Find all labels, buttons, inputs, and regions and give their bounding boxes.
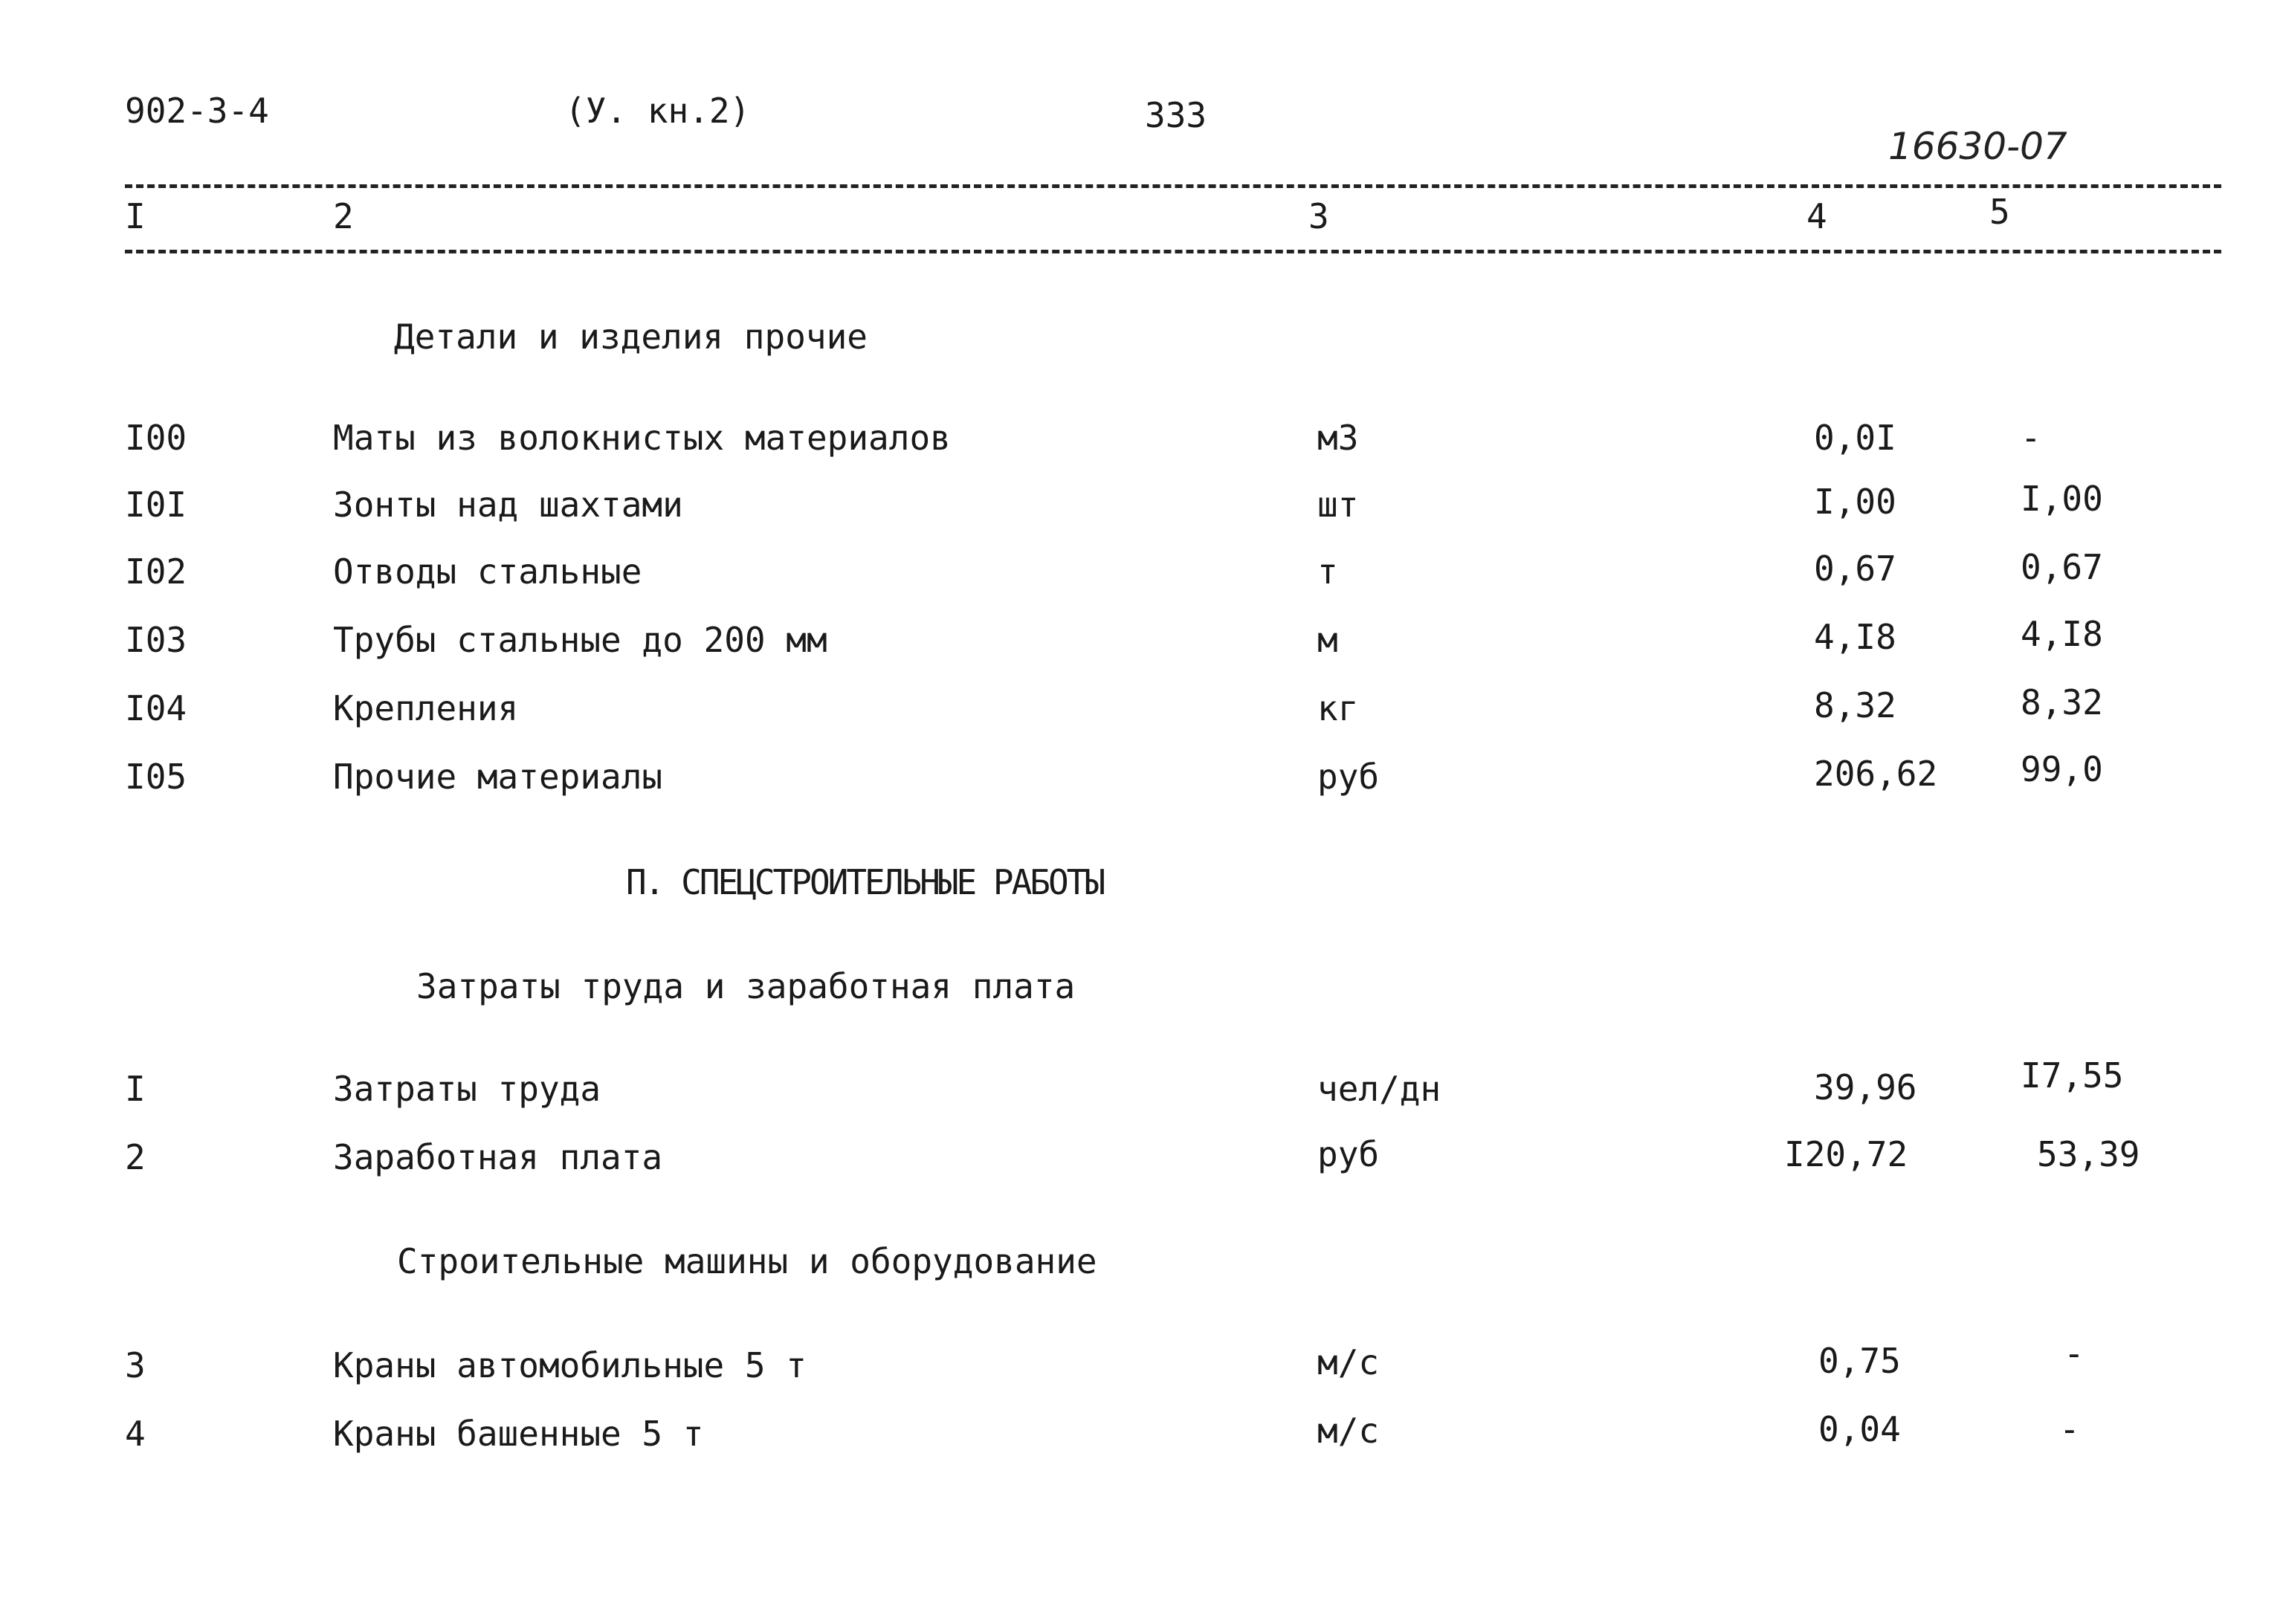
row-value-4: 39,96 [1814, 1067, 1917, 1107]
row-unit: т [1317, 551, 1338, 592]
row-number: I0I [125, 485, 187, 525]
column-header-5: 5 [1989, 192, 2010, 232]
row-value-4: 0,0I [1814, 418, 1896, 458]
row-name: Заработная плата [333, 1137, 663, 1177]
row-number: I02 [125, 551, 187, 592]
header-rule-top [125, 184, 2221, 188]
book-reference: (У. кн.2) [565, 91, 751, 131]
row-name: Маты из волокнистых материалов [333, 418, 951, 458]
part-title: П. СПЕЦСТРОИТЕЛЬНЫЕ РАБОТЫ [626, 862, 1104, 902]
section-title-details: Детали и изделия прочие [394, 317, 868, 357]
column-header-4: 4 [1806, 196, 1827, 236]
row-value-5: - [2021, 418, 2041, 458]
row-value-4: 206,62 [1814, 754, 1938, 794]
row-unit: м3 [1317, 418, 1359, 458]
row-value-4: 0,75 [1818, 1341, 1901, 1381]
row-name: Затраты труда [333, 1069, 601, 1109]
row-name: Прочие материалы [333, 757, 663, 797]
row-name: Трубы стальные до 200 мм [333, 620, 827, 660]
row-unit: руб [1317, 1134, 1380, 1174]
column-header-1: I [125, 196, 146, 236]
row-number: 3 [125, 1345, 146, 1385]
row-number: I00 [125, 418, 187, 458]
row-unit: чел/дн [1317, 1069, 1441, 1109]
section-title-machines: Строительные машины и оборудование [397, 1241, 1097, 1281]
row-value-5: - [2059, 1409, 2080, 1449]
row-unit: м [1317, 620, 1338, 660]
row-number: I03 [125, 620, 187, 660]
row-value-5: I,00 [2021, 479, 2103, 519]
column-header-3: 3 [1308, 196, 1329, 236]
row-name: Краны башенные 5 т [333, 1414, 704, 1454]
row-value-4: 8,32 [1814, 685, 1896, 725]
row-number: I [125, 1069, 146, 1109]
row-value-5: 4,I8 [2021, 614, 2103, 654]
doc-code: 902-3-4 [125, 91, 269, 131]
row-value-5: - [2064, 1333, 2085, 1374]
row-value-4: I,00 [1814, 482, 1896, 522]
row-value-5: 0,67 [2021, 547, 2103, 587]
row-number: 4 [125, 1414, 146, 1454]
row-number: I04 [125, 688, 187, 728]
row-value-4: I20,72 [1784, 1134, 1908, 1174]
row-unit: кг [1317, 688, 1359, 728]
row-value-5: 8,32 [2021, 682, 2103, 722]
row-unit: м/с [1317, 1411, 1380, 1451]
header-rule-bottom [125, 250, 2221, 253]
row-number: 2 [125, 1137, 146, 1177]
row-name: Зонты над шахтами [333, 485, 683, 525]
row-name: Краны автомобильные 5 т [333, 1345, 807, 1385]
page-number: 333 [1145, 95, 1207, 135]
row-unit: м/с [1317, 1342, 1380, 1382]
row-unit: руб [1317, 757, 1380, 797]
row-value-5: 99,0 [2021, 749, 2103, 789]
row-value-5: 53,39 [2037, 1134, 2140, 1174]
row-value-5: I7,55 [2021, 1055, 2124, 1096]
row-unit: шт [1317, 485, 1359, 525]
section-title-labor: Затраты труда и заработная плата [416, 966, 1076, 1006]
row-value-4: 0,04 [1818, 1409, 1901, 1449]
row-name: Крепления [333, 688, 519, 728]
column-header-2: 2 [333, 196, 354, 236]
row-name: Отводы стальные [333, 551, 642, 592]
row-value-4: 0,67 [1814, 549, 1896, 589]
row-number: I05 [125, 757, 187, 797]
handwritten-stamp-number: 16630-07 [1888, 125, 2067, 168]
row-value-4: 4,I8 [1814, 617, 1896, 657]
